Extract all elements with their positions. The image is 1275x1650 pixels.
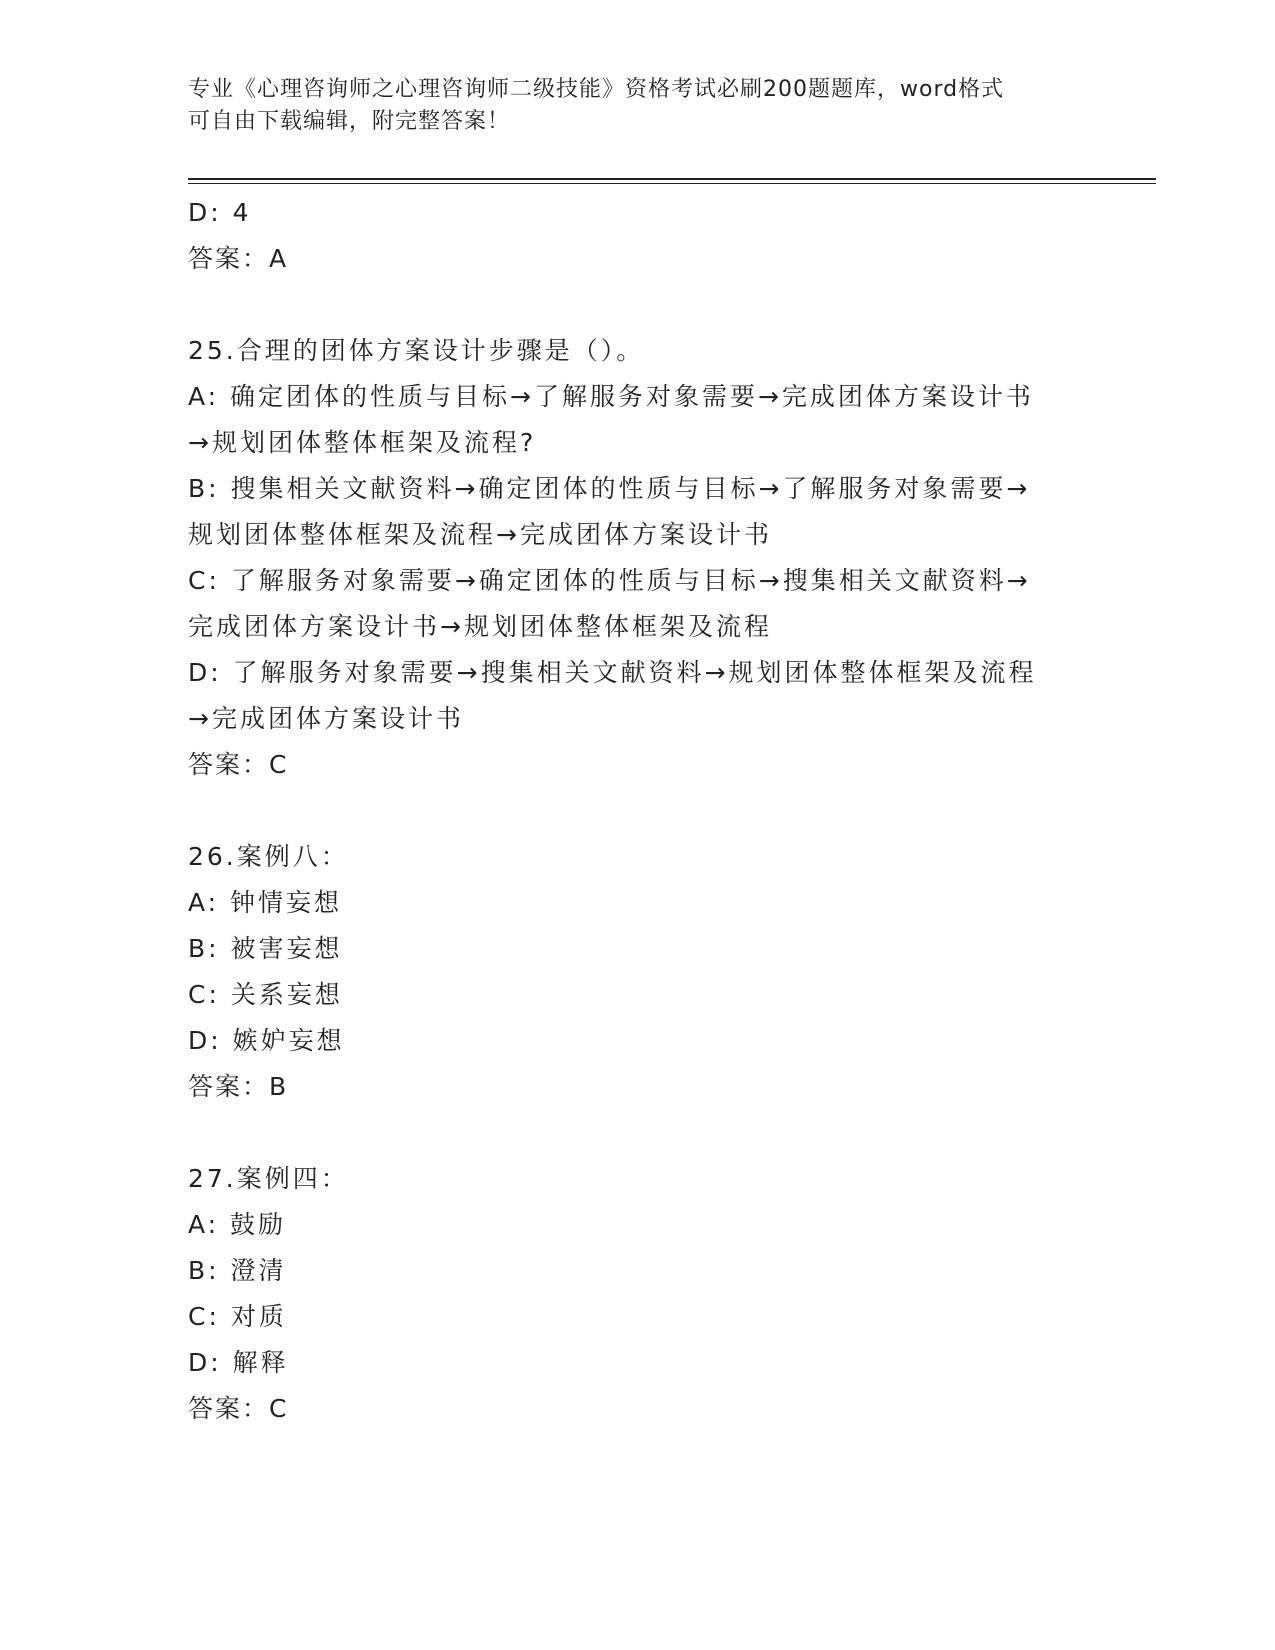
header-rule-thin — [188, 183, 1156, 184]
question-27-option-b: B: 澄清 — [188, 1256, 287, 1285]
question-25-line: A: 确定团体的性质与目标→了解服务对象需要→完成团体方案设计书 — [188, 382, 1034, 411]
question-27-option-c: C: 对质 — [188, 1302, 287, 1331]
question-27-stem: 27.案例四： — [188, 1164, 349, 1193]
question-25-stem: 25.合理的团体方案设计步骤是（）。 — [188, 336, 645, 365]
document-header — [188, 74, 1088, 138]
question-26-option-b: B: 被害妄想 — [188, 934, 343, 963]
question-26-stem: 26.案例八： — [188, 842, 349, 871]
spacer — [188, 788, 1088, 834]
question-27-option-a: A: 鼓励 — [188, 1210, 287, 1239]
header-rule-thick — [188, 178, 1156, 180]
header-line-2: 可自由下载编辑，附完整答案！ — [188, 109, 511, 134]
question-25-line: C: 了解服务对象需要→确定团体的性质与目标→搜集相关文献资料→ — [188, 566, 1031, 595]
question-26-option-a: A: 钟情妄想 — [188, 888, 343, 917]
question-26-option-c: C: 关系妄想 — [188, 980, 343, 1009]
question-content — [188, 190, 1088, 1432]
question-25-line: 规划团体整体框架及流程→完成团体方案设计书 — [188, 520, 772, 549]
question-25-line: →完成团体方案设计书 — [188, 704, 464, 733]
spacer — [188, 282, 1088, 328]
question-25-line: →规划团体整体框架及流程? — [188, 428, 537, 457]
question-26-answer: 答案：B — [188, 1072, 289, 1101]
question-25-line: B: 搜集相关文献资料→确定团体的性质与目标→了解服务对象需要→ — [188, 474, 1031, 503]
question-27-answer: 答案：C — [188, 1394, 289, 1423]
header-line-1: 专业《心理咨询师之心理咨询师二级技能》资格考试必刷200题题库，word格式 — [188, 77, 1005, 102]
question-25-line: D: 了解服务对象需要→搜集相关文献资料→规划团体整体框架及流程 — [188, 658, 1037, 687]
question-25-answer: 答案：C — [188, 750, 289, 779]
prev-answer: 答案：A — [188, 244, 289, 273]
question-26-option-d: D: 嫉妒妄想 — [188, 1026, 345, 1055]
question-27-option-d: D: 解释 — [188, 1348, 289, 1377]
spacer — [188, 1110, 1088, 1156]
prev-option-d: D: 4 — [188, 198, 252, 227]
question-25-line: 完成团体方案设计书→规划团体整体框架及流程 — [188, 612, 772, 641]
